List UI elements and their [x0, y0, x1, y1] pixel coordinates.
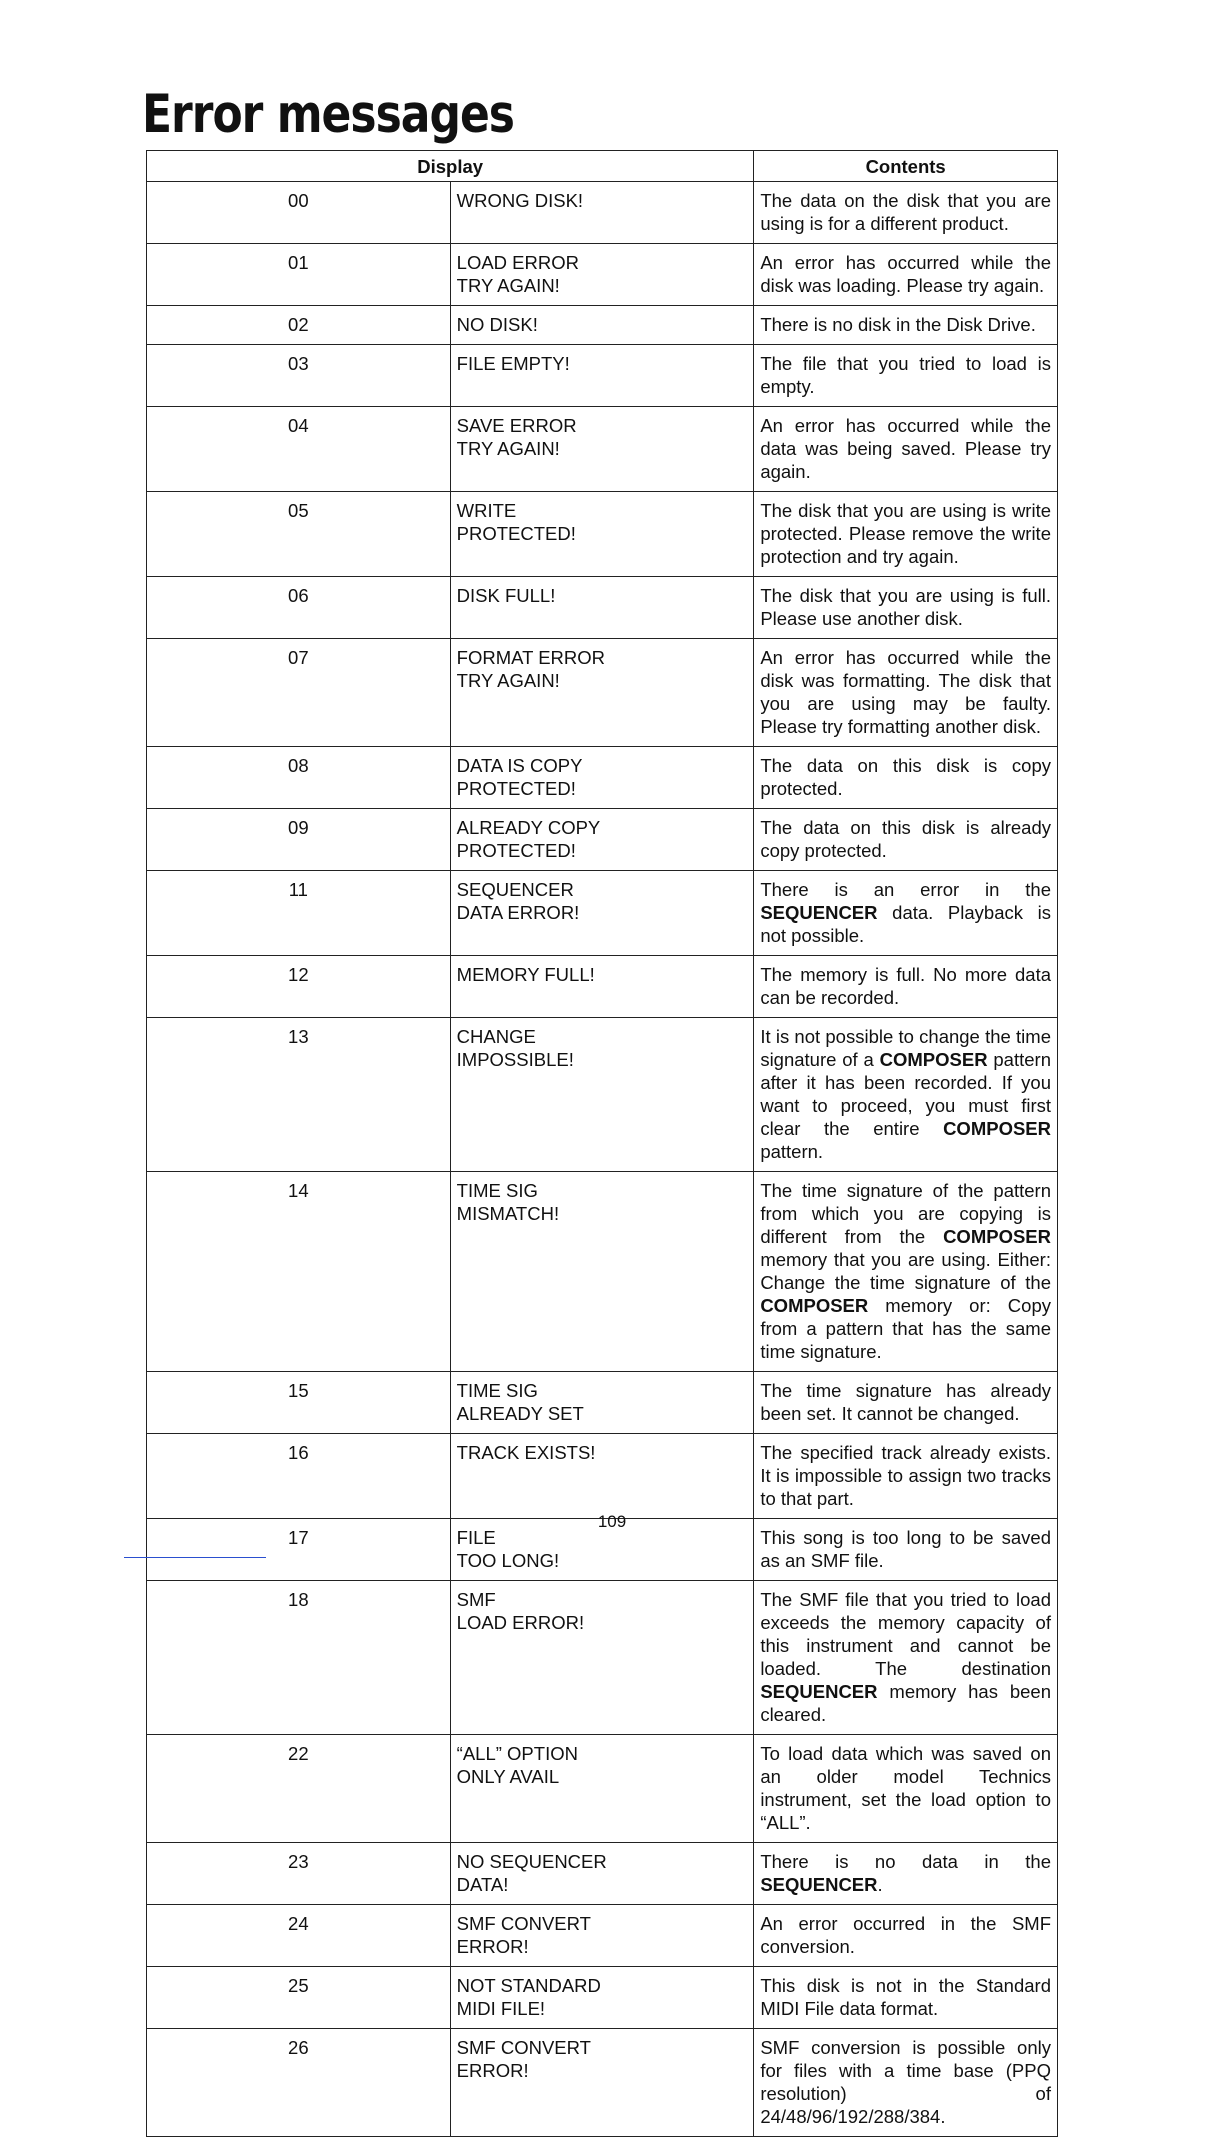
display-line: TRACK EXISTS!	[456, 1442, 596, 1463]
table-row	[147, 577, 1058, 639]
display-message	[450, 577, 754, 639]
description-text: This disk is not in the Standard MIDI File data format.	[760, 1975, 1051, 2019]
display-line: PROTECTED!	[456, 778, 576, 799]
error-code: 06	[147, 577, 451, 639]
table-row	[147, 492, 1058, 577]
description-text: The data on this disk is already copy protected.	[760, 817, 1051, 861]
bold-term: COMPOSER	[943, 1118, 1051, 1139]
contents-description	[754, 747, 1058, 809]
display-line: “ALL” OPTION	[456, 1743, 578, 1764]
table-row	[147, 1372, 1058, 1434]
error-code: 02	[147, 306, 451, 345]
description-text: The specified track already exists. It is impossible to assign two tracks to that part.	[760, 1442, 1051, 1509]
contents-description	[754, 639, 1058, 747]
contents-description	[754, 871, 1058, 956]
error-code: 04	[147, 407, 451, 492]
table-row	[147, 956, 1058, 1018]
description-text: pattern.	[760, 1141, 824, 1162]
display-line: MISMATCH!	[456, 1203, 560, 1224]
table-row	[147, 871, 1058, 956]
display-line: DATA ERROR!	[456, 902, 580, 923]
description-text: There is no disk in the Disk Drive.	[760, 314, 1036, 335]
display-line: TRY AGAIN!	[456, 670, 560, 691]
table-row	[147, 1843, 1058, 1905]
bold-term: COMPOSER	[760, 1295, 869, 1316]
display-line: NOT STANDARD	[456, 1975, 601, 1996]
contents-description	[754, 345, 1058, 407]
display-line: PROTECTED!	[456, 523, 576, 544]
error-code: 01	[147, 244, 451, 306]
display-message	[450, 1967, 754, 2029]
error-code: 11	[147, 871, 451, 956]
display-line: SEQUENCER	[456, 879, 574, 900]
contents-description	[754, 1018, 1058, 1172]
display-line: NO DISK!	[456, 314, 538, 335]
description-text: memory or: Copy from a pattern that has the same time signature.	[760, 1295, 1051, 1362]
table-row	[147, 809, 1058, 871]
contents-description	[754, 306, 1058, 345]
display-line: ALREADY COPY	[456, 817, 601, 838]
display-message	[450, 1843, 754, 1905]
table-row	[147, 1967, 1058, 2029]
description-text: memory has been cleared.	[760, 1681, 1051, 1725]
error-code: 14	[147, 1172, 451, 1372]
display-line: WRONG DISK!	[456, 190, 584, 211]
description-text: SMF conversion is possible only for files with a time base (PPQ resolution) of 24/48/96/192/288/384.	[760, 2037, 1051, 2127]
table-row	[147, 182, 1058, 244]
error-code: 03	[147, 345, 451, 407]
description-text: The disk that you are using is full. Please use another disk.	[760, 585, 1051, 629]
page-number: 109	[597, 1512, 627, 1531]
display-line: ONLY AVAIL	[456, 1766, 560, 1787]
header-display: Display	[147, 151, 754, 182]
display-line: FORMAT ERROR	[456, 647, 605, 668]
description-text: An error occurred in the SMF conversion.	[760, 1913, 1051, 1957]
display-line: CHANGE	[456, 1026, 536, 1047]
display-line: TOO LONG!	[456, 1550, 560, 1571]
table-row	[147, 407, 1058, 492]
bold-term: COMPOSER	[879, 1049, 988, 1070]
display-line: PROTECTED!	[456, 840, 576, 861]
contents-description	[754, 492, 1058, 577]
error-code: 07	[147, 639, 451, 747]
display-message	[450, 809, 754, 871]
description-text: This song is too long to be saved as an SMF file.	[760, 1527, 1051, 1571]
contents-description	[754, 1434, 1058, 1519]
table-row	[147, 345, 1058, 407]
description-text: There is no data in the	[760, 1851, 1051, 1872]
description-text: The disk that you are using is write protected. Please remove the write protection and try again.	[760, 500, 1051, 567]
display-line: WRITE	[456, 500, 517, 521]
display-message	[450, 306, 754, 345]
contents-description	[754, 809, 1058, 871]
display-message	[450, 1172, 754, 1372]
display-message	[450, 345, 754, 407]
table-row	[147, 1735, 1058, 1843]
display-line: IMPOSSIBLE!	[456, 1049, 574, 1070]
display-message	[450, 1018, 754, 1172]
contents-description	[754, 1372, 1058, 1434]
display-message	[450, 956, 754, 1018]
display-line: MIDI FILE!	[456, 1998, 546, 2019]
contents-description	[754, 1172, 1058, 1372]
contents-description	[754, 2029, 1058, 2137]
table-row	[147, 306, 1058, 345]
description-text: To load data which was saved on an older model Technics instrument, set the load option to “ALL”.	[760, 1743, 1051, 1833]
table-row	[147, 747, 1058, 809]
contents-description	[754, 1735, 1058, 1843]
contents-description	[754, 1967, 1058, 2029]
description-text: data. Playback is not possible.	[760, 902, 1051, 946]
display-message	[450, 1581, 754, 1735]
display-line: ERROR!	[456, 2060, 529, 2081]
description-text: The data on the disk that you are using is for a different product.	[760, 190, 1051, 234]
display-line: FILE EMPTY!	[456, 353, 570, 374]
contents-description	[754, 1843, 1058, 1905]
error-code: 25	[147, 1967, 451, 2029]
display-message	[450, 1905, 754, 1967]
table-row	[147, 1905, 1058, 1967]
bold-term: SEQUENCER	[760, 1874, 878, 1895]
description-text: The time signature of the pattern from which you are copying is different from the	[760, 1180, 1051, 1247]
display-line: DATA!	[456, 1874, 509, 1895]
description-text: It is not possible to change the time signature of a	[760, 1026, 1051, 1070]
error-code: 23	[147, 1843, 451, 1905]
table-body	[147, 182, 1058, 2137]
contents-description	[754, 1905, 1058, 1967]
display-line: DATA IS COPY	[456, 755, 583, 776]
description-text: There is an error in the	[760, 879, 1051, 900]
display-line: SMF CONVERT	[456, 2037, 591, 2058]
display-line: TRY AGAIN!	[456, 275, 560, 296]
display-line: TIME SIG	[456, 1380, 538, 1401]
display-message	[450, 1735, 754, 1843]
table-row	[147, 244, 1058, 306]
error-code: 18	[147, 1581, 451, 1735]
description-text: The memory is full. No more data can be recorded.	[760, 964, 1051, 1008]
display-message	[450, 182, 754, 244]
table-row	[147, 1434, 1058, 1519]
bold-term: SEQUENCER	[760, 1681, 878, 1702]
bold-term: COMPOSER	[943, 1226, 1051, 1247]
contents-description	[754, 244, 1058, 306]
error-code: 13	[147, 1018, 451, 1172]
display-line: FILE	[456, 1527, 496, 1548]
description-text: The data on this disk is copy protected.	[760, 755, 1051, 799]
error-messages-table	[146, 150, 1058, 2137]
table-row	[147, 639, 1058, 747]
display-line: SMF	[456, 1589, 496, 1610]
display-message	[450, 492, 754, 577]
bold-term: SEQUENCER	[760, 902, 878, 923]
description-text: An error has occurred while the data was being saved. Please try again.	[760, 415, 1051, 482]
display-message	[450, 1434, 754, 1519]
display-line: TRY AGAIN!	[456, 438, 560, 459]
error-code: 15	[147, 1372, 451, 1434]
table-row	[147, 1581, 1058, 1735]
error-code: 12	[147, 956, 451, 1018]
display-line: SAVE ERROR	[456, 415, 577, 436]
display-message	[450, 639, 754, 747]
display-line: LOAD ERROR!	[456, 1612, 585, 1633]
error-code: 09	[147, 809, 451, 871]
table-row	[147, 1172, 1058, 1372]
display-message	[450, 1372, 754, 1434]
contents-description	[754, 182, 1058, 244]
display-line: NO SEQUENCER	[456, 1851, 607, 1872]
footer-rule	[124, 1557, 266, 1558]
contents-description	[754, 407, 1058, 492]
contents-description	[754, 1581, 1058, 1735]
display-line: DISK FULL!	[456, 585, 556, 606]
display-message	[450, 747, 754, 809]
display-line: MEMORY FULL!	[456, 964, 595, 985]
description-text: memory that you are using. Either: Change the time signature of the	[760, 1249, 1051, 1293]
description-text: .	[877, 1874, 883, 1895]
error-code: 08	[147, 747, 451, 809]
display-line: SMF CONVERT	[456, 1913, 591, 1934]
display-line: TIME SIG	[456, 1180, 538, 1201]
display-message	[450, 2029, 754, 2137]
error-code: 17	[147, 1519, 451, 1581]
description-text: pattern after it has been recorded. If you want to proceed, you must first clear the entire	[760, 1049, 1051, 1139]
display-message	[450, 244, 754, 306]
error-code: 22	[147, 1735, 451, 1843]
header-contents: Contents	[754, 151, 1058, 182]
table-header-row	[147, 151, 1058, 182]
error-code: 16	[147, 1434, 451, 1519]
error-code: 05	[147, 492, 451, 577]
description-text: An error has occurred while the disk was formatting. The disk that you are using may be faulty. Please try formatting another disk.	[760, 647, 1051, 737]
display-line: LOAD ERROR	[456, 252, 579, 273]
table-row	[147, 2029, 1058, 2137]
description-text: The file that you tried to load is empty.	[760, 353, 1051, 397]
contents-description	[754, 956, 1058, 1018]
display-line: ALREADY SET	[456, 1403, 584, 1424]
page-title: Error messages	[142, 84, 514, 146]
error-code: 24	[147, 1905, 451, 1967]
table-row	[147, 1018, 1058, 1172]
display-line: ERROR!	[456, 1936, 529, 1957]
display-message	[450, 871, 754, 956]
contents-description	[754, 577, 1058, 639]
error-code: 26	[147, 2029, 451, 2137]
display-message	[450, 407, 754, 492]
description-text: The time signature has already been set. It cannot be changed.	[760, 1380, 1051, 1424]
error-code: 00	[147, 182, 451, 244]
description-text: An error has occurred while the disk was loading. Please try again.	[760, 252, 1051, 296]
description-text: The SMF file that you tried to load exceeds the memory capacity of this instrument and cannot be loaded. The destination	[760, 1589, 1051, 1679]
